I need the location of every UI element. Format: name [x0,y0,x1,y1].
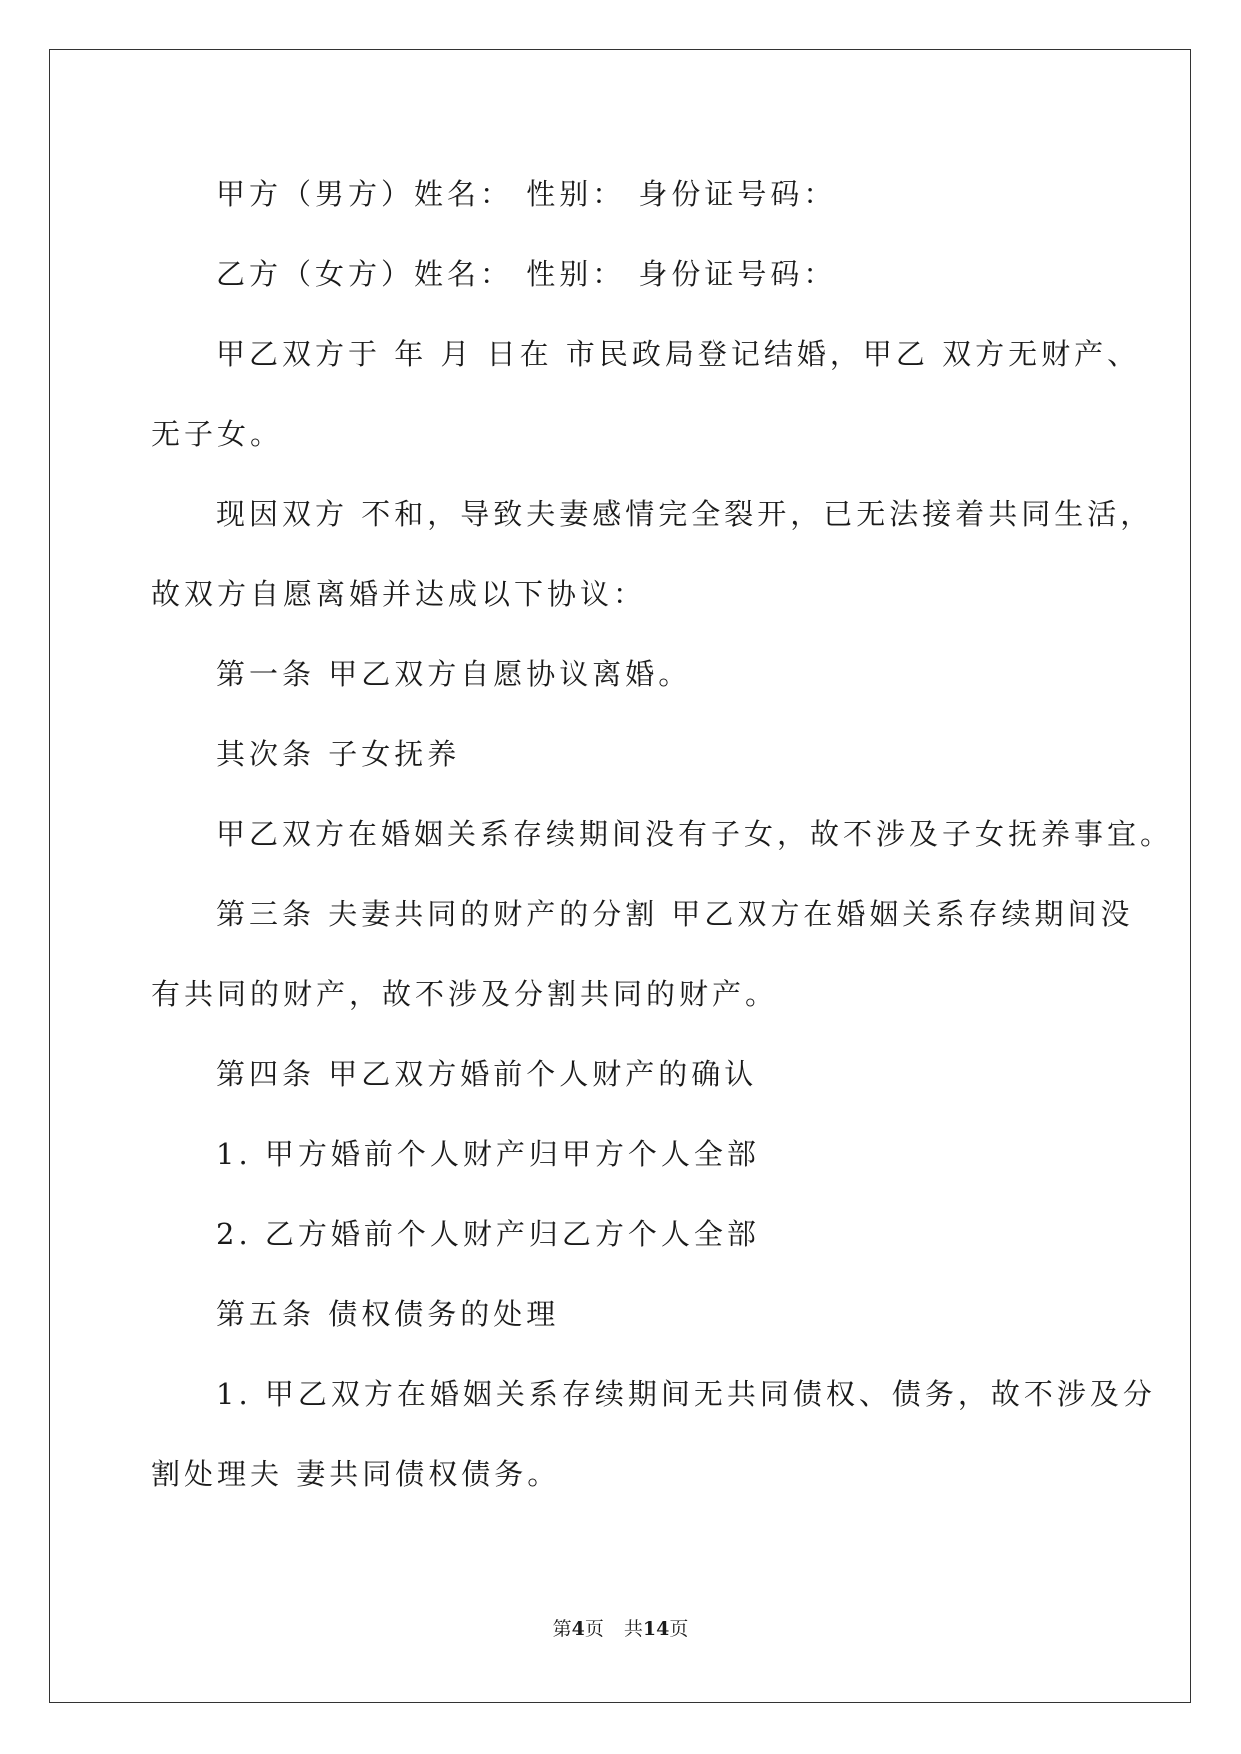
page-number: 4 [571,1618,585,1640]
page-footer [0,1617,1241,1641]
article-3-line-1: 第三条 夫妻共同的财产的分割 甲乙双方在婚姻关系存续期间没 [216,897,1134,931]
total-prefix: 共 [623,1618,643,1640]
article-3-line-2: 有共同的财产，故不涉及分割共同的财产。 [151,977,779,1011]
article-1: 第一条 甲乙双方自愿协议离婚。 [216,657,692,691]
party-a-info: 甲方（男方）姓名： 性别： 身份证号码： [216,177,837,211]
article-2-body: 甲乙双方在婚姻关系存续期间没有子女，故不涉及子女抚养事宜。 [216,817,1174,851]
article-2-heading: 其次条 子女抚养 [216,737,461,771]
article-5-heading: 第五条 债权债务的处理 [216,1297,560,1331]
article-5-item-1-line-2: 割处理夫 妻共同债权债务。 [151,1457,561,1491]
party-b-info: 乙方（女方）姓名： 性别： 身份证号码： [216,257,837,291]
marriage-registration-line-2: 无子女。 [151,417,284,451]
divorce-reason-line-2: 故双方自愿离婚并达成以下协议： [151,577,647,611]
page-border [49,49,1191,1703]
total-pages: 14 [642,1618,670,1640]
marriage-registration-line-1: 甲乙双方于 年 月 日在 市民政局登记结婚，甲乙 双方无财产、 [216,337,1141,371]
page-suffix: 页 [584,1618,604,1640]
divorce-reason-line-1: 现因双方 不和，导致夫妻感情完全裂开，已无法接着共同生活， [216,497,1154,531]
article-4-heading: 第四条 甲乙双方婚前个人财产的确认 [216,1057,758,1091]
article-4-item-2: 2. 乙方婚前个人财产归乙方个人全部 [216,1217,760,1251]
page-prefix: 第 [552,1618,572,1640]
total-suffix: 页 [669,1618,689,1640]
article-5-item-1-line-1: 1. 甲乙双方在婚姻关系存续期间无共同债权、债务，故不涉及分 [216,1377,1156,1411]
article-4-item-1: 1. 甲方婚前个人财产归甲方个人全部 [216,1137,760,1171]
